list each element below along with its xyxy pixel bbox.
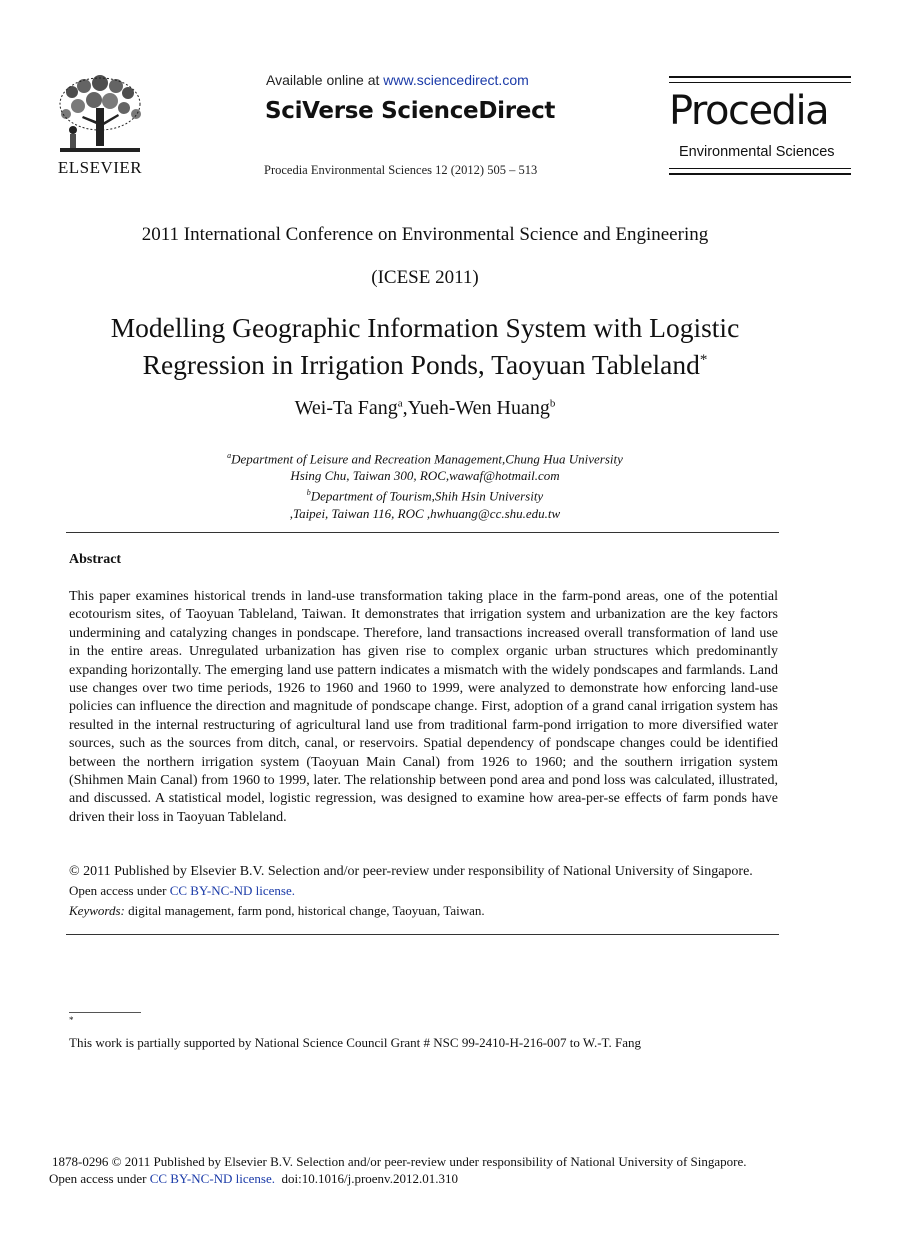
bottom-open-access-line bbox=[49, 1171, 458, 1187]
availability-line bbox=[266, 72, 529, 88]
author-name: Wei-Ta Fang bbox=[294, 397, 398, 419]
abstract-top-divider bbox=[66, 532, 779, 533]
author-list bbox=[0, 397, 850, 420]
abstract-body: This paper examines historical trends in land-use transformation taking place in the farm-pond areas, one of the potential ecotourism sites, of Taoyuan Tableland, Taiwan. It demonstrates that irrigation system and urbanization are the key factors undermining and catalyzing changes in pondscape. Therefore, land transactions increased overall transformation of land use in the entire areas. Unregulated urbanization has given rise to complex organic urban structures which predominantly expanding horizontally. The emerging land use pattern indicates a mismatch with the widely pondscapes and farmlands. Land use changes over two time periods, 1926 to 1960 and 1960 to 1999, were analyzed to demonstrate how enforcing land-use policies can influence the direction and magnitude of pondscape change. First, adoption of a grand canal irrigation system has resulted in the internal restructuring of agricultural land use from traditional farm-pond irrigation to more diversified water sources, such as the sources from ditch, canal, or reservoirs. Spatial dependency of pondscape changes could be identified between the northern irrigation system (Taoyuan Main Canal) from 1926 to 1960; and the southern irrigation system (Shihmen Main Canal) from 1960 to 1999, later. The relationship between pond area and pond loss was calculated, illustrated, and discussed. A statistical model, logistic regression, was designed to examine how area-per-se effects of farm ponds have driven their loss in Taoyuan Tableland. bbox=[69, 589, 778, 825]
author-affil-mark: a bbox=[397, 397, 403, 410]
affiliations bbox=[0, 447, 850, 522]
procedia-top-rule-thin bbox=[669, 82, 851, 83]
conference-name: 2011 International Conference on Environmental Science and Engineering bbox=[141, 224, 709, 245]
affiliation-mark: b bbox=[306, 488, 311, 498]
affiliation-mark: a bbox=[227, 451, 232, 460]
keywords-text: digital management, farm pond, historical change, Taoyuan, Taiwan. bbox=[124, 903, 485, 918]
footnote-text: This work is partially supported by National Science Council Grant # NSC 99-2410-H-216-007 to W.-T. Fang bbox=[69, 1035, 642, 1050]
open-access-prefix: Open access under bbox=[69, 883, 170, 898]
elsevier-tree-icon bbox=[52, 74, 148, 156]
issn-copyright-line: 1878-0296 © 2011 Published by Elsevier B.V. Selection and/or peer-review under responsibility of National University of Singapore. bbox=[52, 1154, 747, 1169]
author-affil-mark: b bbox=[549, 397, 556, 410]
bottom-license-link[interactable]: CC BY-NC-ND license. bbox=[149, 1171, 276, 1186]
abstract-bottom-divider bbox=[66, 934, 779, 935]
elsevier-wordmark: ELSEVIER bbox=[57, 158, 143, 177]
conference-acronym: (ICESE 2011) bbox=[371, 267, 479, 288]
footnote-rule bbox=[69, 1012, 141, 1013]
available-prefix: Available online at bbox=[266, 72, 384, 88]
title-footnote-mark: * bbox=[699, 352, 708, 368]
paper-title-line-1: Modelling Geographic Information System with Logistic bbox=[110, 312, 740, 343]
journal-reference: Procedia Environmental Sciences 12 (2012) 505 – 513 bbox=[264, 163, 538, 177]
copyright-notice: © 2011 Published by Elsevier B.V. Selection and/or peer-review under responsibility of National University of Singapore. bbox=[69, 864, 753, 879]
affiliation-line: ,Taipei, Taiwan 116, ROC ,hwhuang@cc.shu.edu.tw bbox=[289, 505, 561, 521]
affiliation-line: Hsing Chu, Taiwan 300, ROC,wawaf@hotmail.com bbox=[290, 468, 560, 484]
abstract-heading: Abstract bbox=[69, 552, 122, 567]
procedia-bottom-rule bbox=[669, 173, 851, 175]
procedia-subtitle: Environmental Sciences bbox=[679, 144, 835, 160]
procedia-bottom-rule-thin bbox=[669, 168, 851, 169]
procedia-wordmark: Procedia bbox=[669, 88, 829, 134]
doi-text: doi:10.1016/j.proenv.2012.01.310 bbox=[275, 1171, 458, 1186]
paper-title-line-2-text: Regression in Irrigation Ponds, Taoyuan Tableland bbox=[142, 349, 700, 381]
footnote-mark: * bbox=[69, 1015, 74, 1025]
affiliation-line bbox=[0, 447, 850, 467]
procedia-logo bbox=[669, 76, 851, 176]
author-separator: , bbox=[402, 397, 408, 419]
affiliation-line bbox=[0, 484, 850, 504]
bottom-open-access-prefix: Open access under bbox=[49, 1171, 150, 1186]
paper-title-line-2 bbox=[0, 344, 850, 381]
license-link[interactable]: CC BY-NC-ND license. bbox=[169, 883, 296, 898]
keywords-line bbox=[69, 903, 485, 919]
affiliation-text: Department of Leisure and Recreation Management,Chung Hua University bbox=[231, 451, 623, 467]
keywords-label: Keywords: bbox=[69, 903, 125, 918]
procedia-top-rule bbox=[669, 76, 851, 78]
open-access-line bbox=[69, 883, 295, 899]
author-name: Yueh-Wen Huang bbox=[407, 397, 550, 419]
affiliation-text: Department of Tourism,Shih Hsin University bbox=[310, 488, 544, 504]
platform-wordmark: SciVerse ScienceDirect bbox=[265, 98, 556, 124]
paper-title bbox=[0, 311, 850, 381]
sciencedirect-url-link[interactable]: www.sciencedirect.com bbox=[383, 72, 529, 88]
elsevier-logo bbox=[52, 74, 148, 178]
